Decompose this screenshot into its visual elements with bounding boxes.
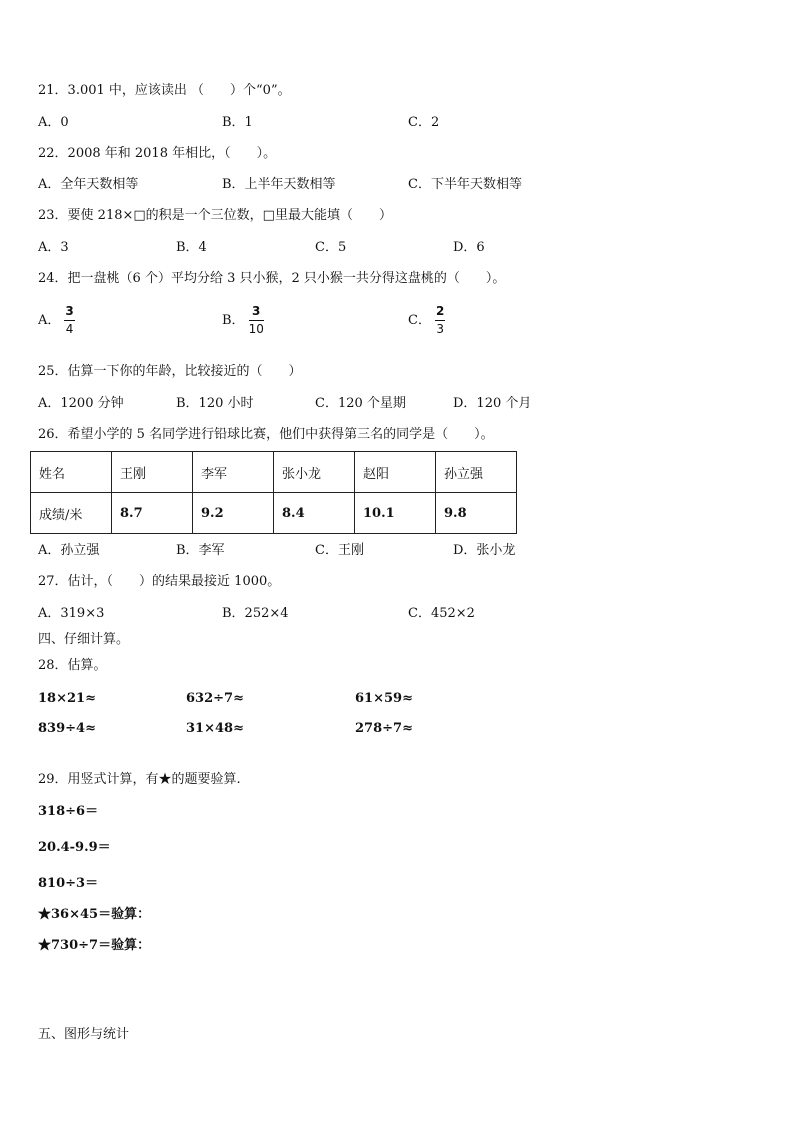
q24-option-c [408,305,445,336]
q24-option-c-label: C． [408,313,431,328]
table-cell: 9.2 [193,493,274,534]
q23-option-a: A．3 [38,240,69,255]
estimate-item: 632÷7≈ [186,691,244,706]
q24-option-a [38,305,75,336]
table-cell: 张小龙 [274,452,355,493]
section-4-heading: 四、仔细计算。 [38,632,130,647]
q21-option-c: C．2 [408,115,440,130]
q26-option-b: B．李军 [176,543,225,558]
q22-option-c: C．下半年天数相等 [408,177,522,192]
table-row [31,452,517,493]
fraction [435,305,445,336]
numerator: 3 [65,304,74,318]
table-cell: 李军 [193,452,274,493]
table-cell: 孙立强 [436,452,517,493]
q26-option-a: A．孙立强 [38,543,100,558]
fraction [249,305,264,336]
q26-option-c: C．王刚 [315,543,364,558]
question-21: 21．3.001 中，应该读出 （ ）个“0”。 [38,83,291,98]
table-cell: 8.4 [274,493,355,534]
q27-option-c: C．452×2 [408,606,475,621]
numerator: 2 [435,304,445,318]
question-25: 25．估算一下你的年龄，比较接近的（ ） [38,364,302,379]
q23-option-c: C．5 [315,240,347,255]
table-cell: 10.1 [355,493,436,534]
q23-option-d: D．6 [453,240,485,255]
table-header-score: 成绩/米 [31,493,112,534]
table-cell: 9.8 [436,493,517,534]
table-cell: 赵阳 [355,452,436,493]
q25-option-d: D．120 个月 [453,396,532,411]
question-23: 23．要使 218×□的积是一个三位数，□里最大能填（ ） [38,208,392,223]
table-cell: 王刚 [112,452,193,493]
question-22: 22．2008 年和 2018 年相比，（ ）。 [38,146,277,161]
estimate-item: 839÷4≈ [38,721,96,736]
q27-option-a: A．319×3 [38,606,105,621]
q25-option-a: A．1200 分钟 [38,396,124,411]
question-27: 27．估计，（ ）的结果最接近 1000。 [38,574,281,589]
q22-option-b: B．上半年天数相等 [222,177,336,192]
q27-option-b: B．252×4 [222,606,289,621]
question-26: 26．希望小学的 5 名同学进行铅球比赛，他们中获得第三名的同学是（ ）。 [38,427,494,442]
denominator: 3 [436,322,444,336]
q21-option-b: B．1 [222,115,253,130]
q25-option-c: C．120 个星期 [315,396,406,411]
section-5-heading: 五、图形与统计 [38,1027,130,1042]
estimate-item: 31×48≈ [186,721,244,736]
calc-item: ★36×45＝验算： [38,907,151,922]
q23-option-b: B．4 [176,240,207,255]
table-row [31,493,517,534]
denominator: 4 [65,322,74,336]
q21-option-a: A．0 [38,115,69,130]
denominator: 10 [248,322,264,336]
q25-option-b: B．120 小时 [176,396,254,411]
score-table [30,451,517,534]
q24-option-a-label: A． [38,313,61,328]
calc-item: 810÷3＝ [38,876,99,891]
q22-option-a: A．全年天数相等 [38,177,139,192]
calc-item: 318÷6＝ [38,804,99,819]
estimate-item: 61×59≈ [355,691,413,706]
fraction [64,305,74,336]
estimate-item: 18×21≈ [38,691,96,706]
table-cell: 8.7 [112,493,193,534]
question-24: 24．把一盘桃（6 个）平均分给 3 只小猴，2 只小猴一共分得这盘桃的（ ）。 [38,271,506,286]
estimate-item: 278÷7≈ [355,721,413,736]
calc-item: 20.4-9.9＝ [38,840,111,855]
question-29: 29．用竖式计算，有★的题要验算. [38,772,241,787]
numerator: 3 [252,304,261,318]
calc-item: ★730÷7＝验算： [38,938,151,953]
question-28: 28．估算。 [38,658,107,673]
q24-option-b [222,305,264,336]
q24-option-b-label: B． [222,313,245,328]
q26-option-d: D．张小龙 [453,543,516,558]
table-header-name: 姓名 [31,452,112,493]
